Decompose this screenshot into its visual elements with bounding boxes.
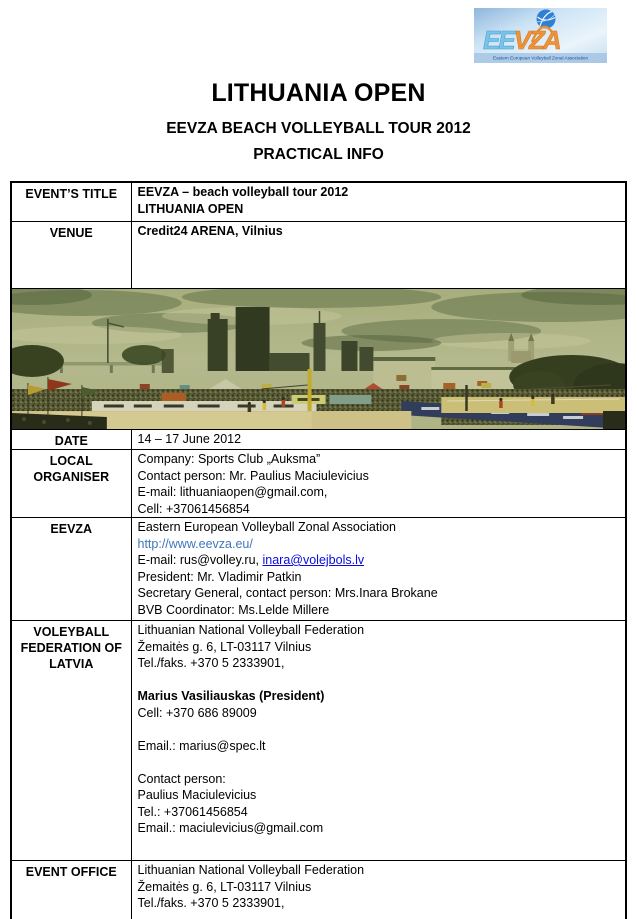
- venue-photo: [12, 289, 625, 429]
- row-local-organiser: [11, 450, 626, 518]
- tour-subtitle: EEVZA BEACH VOLLEYBALL TOUR 2012: [166, 120, 471, 137]
- row-content-event-office: [131, 861, 626, 919]
- row-volleyball-federation: [11, 621, 626, 861]
- row-date: [11, 430, 626, 450]
- row-label-venue: VENUE: [11, 222, 131, 289]
- blank-line: [138, 672, 620, 689]
- federation-president-line: Marius Vasiliauskas (President): [137, 689, 325, 703]
- row-label-volleyball-federation: VOLEYBALL FEDERATION OF LATVIA: [11, 621, 131, 861]
- blank-line: [138, 754, 620, 771]
- row-label-event-office: EVENT OFFICE: [11, 861, 131, 919]
- eevza-logo: [474, 8, 607, 63]
- event-title-line: EEVZA – beach volleyball tour 2012: [137, 185, 349, 199]
- eevza-logo-image: [474, 8, 607, 63]
- event-title-line: LITHUANIA OPEN: [137, 201, 244, 216]
- row-label-eevza: EEVZA: [11, 518, 131, 621]
- row-content-local-organiser: [131, 450, 626, 518]
- eevza-secretary-line: Secretary General, contact person: Mrs.Inara Brokane: [137, 586, 438, 600]
- federation-tel-line: Tel./faks. +370 5 2333901,: [137, 656, 285, 670]
- row-venue: [11, 222, 626, 289]
- row-content-venue: [131, 222, 626, 289]
- row-content-eevza: [131, 518, 626, 621]
- row-content-events-title: [131, 182, 626, 222]
- eevza-email-link[interactable]: inara@volejbols.lv: [262, 553, 365, 567]
- row-label-date: DATE: [11, 430, 131, 450]
- eevza-logo-text: EEVZA: [483, 25, 560, 55]
- row-event-office: [11, 861, 626, 919]
- row-events-title: [11, 182, 626, 222]
- federation-address-line: Žemaitės g. 6, LT-03117 Vilnius: [137, 639, 312, 654]
- eevza-email-line: [138, 552, 620, 569]
- office-address-line: Žemaitės g. 6, LT-03117 Vilnius: [137, 879, 312, 894]
- federation-contact-tel-line: Tel.: +37061456854: [137, 804, 248, 819]
- office-name-line: Lithuanian National Volleyball Federation: [137, 863, 365, 877]
- federation-contact-name-line: Paulius Maciulevicius: [137, 788, 257, 802]
- eevza-logo-caption: Eastern European Volleyball Zonal Association: [493, 55, 588, 61]
- venue-line: Credit24 ARENA, Vilnius: [137, 224, 283, 238]
- eevza-email-prefix: E-mail: rus@volley.ru,: [137, 553, 263, 567]
- date-line: 14 – 17 June 2012: [137, 432, 242, 446]
- practical-info-subtitle: PRACTICAL INFO: [253, 146, 384, 163]
- federation-contact-header-line: Contact person:: [137, 771, 226, 786]
- page-title: LITHUANIA OPEN: [211, 79, 426, 107]
- row-label-events-title: EVENT’S TITLE: [11, 182, 131, 222]
- organiser-email-line: E-mail: lithuaniaopen@gmail.com,: [137, 485, 328, 499]
- organiser-cell-line: Cell: +37061456854: [137, 501, 250, 516]
- federation-name-line: Lithuanian National Volleyball Federation: [137, 623, 365, 637]
- venue-photo-cell: [11, 289, 626, 430]
- row-photo: [11, 289, 626, 430]
- row-content-date: [131, 430, 626, 450]
- federation-email-line: Email.: marius@spec.lt: [137, 738, 266, 753]
- row-content-volleyball-federation: [131, 621, 626, 861]
- row-eevza: [11, 518, 626, 621]
- federation-cell-line: Cell: +370 686 89009: [137, 705, 257, 720]
- eevza-president-line: President: Mr. Vladimir Patkin: [137, 569, 302, 584]
- info-table: [10, 181, 627, 919]
- eevza-association-line: Eastern European Volleyball Zonal Association: [137, 520, 396, 534]
- federation-contact-email-line: Email.: maciulevicius@gmail.com: [137, 821, 324, 835]
- eevza-website-link[interactable]: http://www.eevza.eu/: [137, 536, 253, 551]
- blank-line: [138, 721, 620, 738]
- organiser-contact-line: Contact person: Mr. Paulius Maciulevicius: [137, 468, 369, 483]
- office-tel-line: Tel./faks. +370 5 2333901,: [137, 896, 285, 910]
- eevza-coordinator-line: BVB Coordinator: Ms.Lelde Millere: [137, 602, 330, 617]
- organiser-company-line: Company: Sports Club „Auksma”: [137, 452, 321, 466]
- row-label-local-organiser: LOCAL ORGANISER: [11, 450, 131, 518]
